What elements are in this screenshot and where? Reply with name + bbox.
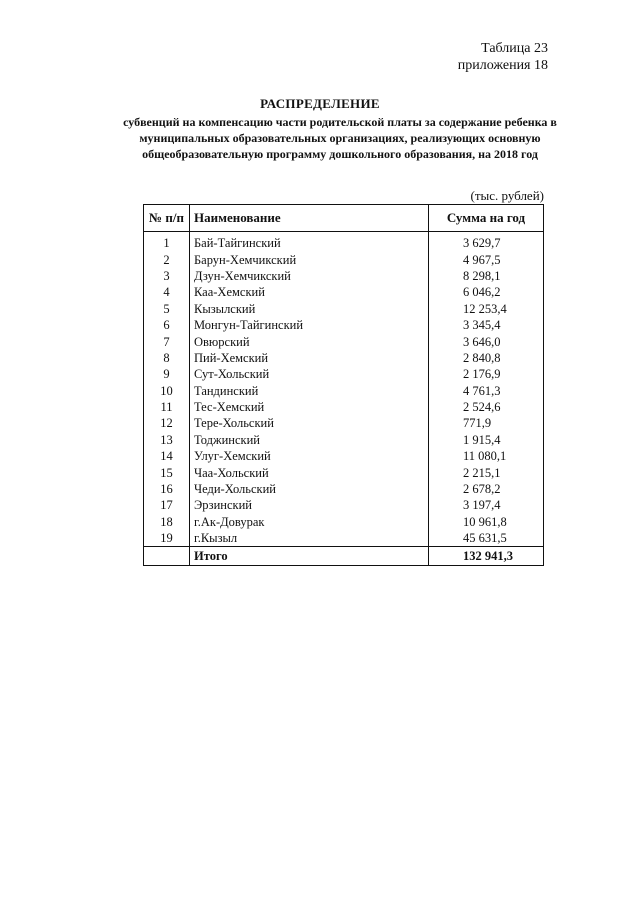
row-sum: 2 176,9 xyxy=(429,366,544,382)
table-row xyxy=(144,301,544,317)
row-sum: 10 961,8 xyxy=(429,514,544,530)
row-number: 12 xyxy=(144,415,190,431)
row-sum: 2 215,1 xyxy=(429,464,544,480)
district-name: Дзун-Хемчикский xyxy=(190,268,429,284)
row-number: 10 xyxy=(144,383,190,399)
row-sum: 8 298,1 xyxy=(429,268,544,284)
column-header-sum: Сумма на год xyxy=(429,205,544,232)
row-sum: 11 080,1 xyxy=(429,448,544,464)
district-name: Сут-Хольский xyxy=(190,366,429,382)
table-body xyxy=(144,232,544,547)
row-sum: 3 629,7 xyxy=(429,232,544,252)
table-row xyxy=(144,415,544,431)
district-name: Бай-Тайгинский xyxy=(190,232,429,252)
table-row xyxy=(144,268,544,284)
row-number: 4 xyxy=(144,284,190,300)
distribution-table xyxy=(143,204,544,566)
district-name: Барун-Хемчикский xyxy=(190,251,429,267)
total-row xyxy=(144,547,544,566)
row-number: 9 xyxy=(144,366,190,382)
document-subtitle: субвенций на компенсацию части родительской платы за содержание ребенка в муниципальных образовательных организациях, реализующих основную общеобразовательную программу дошкольного образования, на 2018 год xyxy=(123,115,557,161)
column-header-name: Наименование xyxy=(190,205,429,232)
row-number: 19 xyxy=(144,530,190,547)
appendix-label: приложения 18 xyxy=(457,58,548,73)
row-sum: 1 915,4 xyxy=(429,432,544,448)
table-row xyxy=(144,464,544,480)
row-sum: 771,9 xyxy=(429,415,544,431)
district-name: Пий-Хемский xyxy=(190,350,429,366)
row-number: 5 xyxy=(144,301,190,317)
district-name: Кызылский xyxy=(190,301,429,317)
district-name: Овюрский xyxy=(190,333,429,349)
table-row xyxy=(144,333,544,349)
table-row xyxy=(144,497,544,513)
row-sum: 3 646,0 xyxy=(429,333,544,349)
row-number: 18 xyxy=(144,514,190,530)
table-row xyxy=(144,448,544,464)
table-row xyxy=(144,366,544,382)
table-header-row xyxy=(144,205,544,232)
row-number: 14 xyxy=(144,448,190,464)
row-number: 8 xyxy=(144,350,190,366)
row-number: 7 xyxy=(144,333,190,349)
row-sum: 4 967,5 xyxy=(429,251,544,267)
document-title: РАСПРЕДЕЛЕНИЕ xyxy=(260,96,380,111)
row-number: 17 xyxy=(144,497,190,513)
district-name: г.Кызыл xyxy=(190,530,429,547)
row-sum: 4 761,3 xyxy=(429,383,544,399)
table-row xyxy=(144,232,544,252)
row-sum: 45 631,5 xyxy=(429,530,544,547)
table-row xyxy=(144,284,544,300)
district-name: Монгун-Тайгинский xyxy=(190,317,429,333)
table-row xyxy=(144,530,544,547)
table-number-label: Таблица 23 xyxy=(481,41,548,56)
document-header xyxy=(458,40,548,74)
column-header-number: № п/п xyxy=(144,205,190,232)
row-number: 16 xyxy=(144,481,190,497)
row-number: 6 xyxy=(144,317,190,333)
table-row xyxy=(144,432,544,448)
row-sum: 2 524,6 xyxy=(429,399,544,415)
total-label: Итого xyxy=(190,547,429,566)
district-name: Тандинский xyxy=(190,383,429,399)
row-number: 15 xyxy=(144,464,190,480)
total-number-cell xyxy=(144,547,190,566)
row-sum: 6 046,2 xyxy=(429,284,544,300)
units-label: (тыс. рублей) xyxy=(470,188,544,203)
row-number: 11 xyxy=(144,399,190,415)
table-row xyxy=(144,317,544,333)
total-sum: 132 941,3 xyxy=(429,547,544,566)
table-row xyxy=(144,251,544,267)
district-name: Тес-Хемский xyxy=(190,399,429,415)
row-sum: 2 840,8 xyxy=(429,350,544,366)
district-name: Эрзинский xyxy=(190,497,429,513)
table-row xyxy=(144,350,544,366)
district-name: Чаа-Хольский xyxy=(190,464,429,480)
table-row xyxy=(144,383,544,399)
row-sum: 3 345,4 xyxy=(429,317,544,333)
district-name: Улуг-Хемский xyxy=(190,448,429,464)
row-sum: 2 678,2 xyxy=(429,481,544,497)
table-row xyxy=(144,514,544,530)
row-number: 1 xyxy=(144,232,190,252)
row-number: 13 xyxy=(144,432,190,448)
district-name: Тоджинский xyxy=(190,432,429,448)
row-sum: 3 197,4 xyxy=(429,497,544,513)
table-row xyxy=(144,481,544,497)
district-name: г.Ак-Довурак xyxy=(190,514,429,530)
district-name: Чеди-Хольский xyxy=(190,481,429,497)
row-number: 3 xyxy=(144,268,190,284)
row-number: 2 xyxy=(144,251,190,267)
district-name: Тере-Хольский xyxy=(190,415,429,431)
row-sum: 12 253,4 xyxy=(429,301,544,317)
table-row xyxy=(144,399,544,415)
district-name: Каа-Хемский xyxy=(190,284,429,300)
